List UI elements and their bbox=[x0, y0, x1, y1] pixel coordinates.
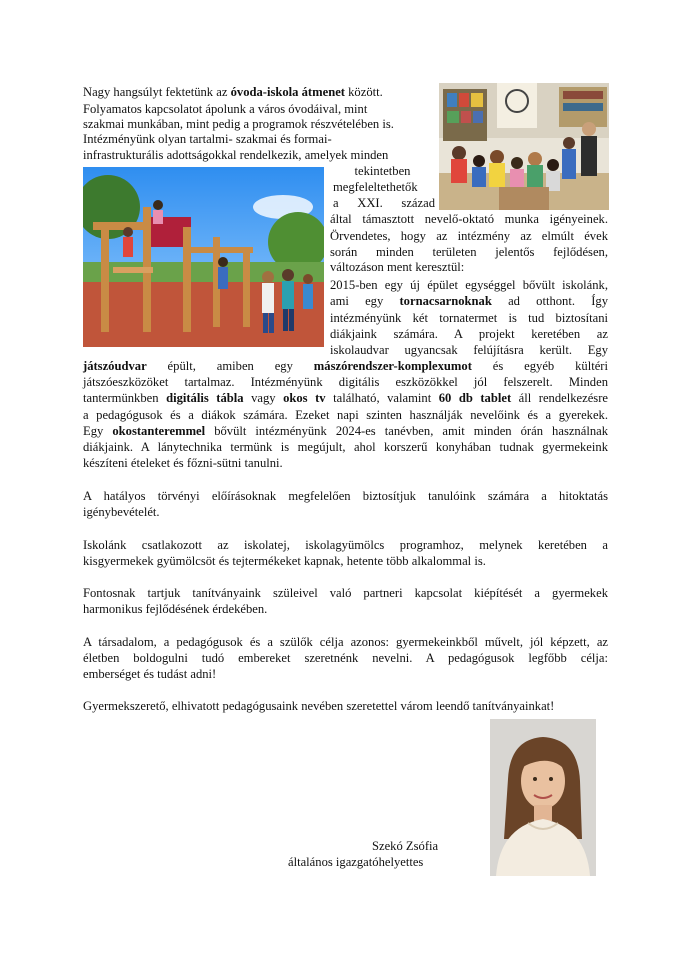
text-line: játszóudvar épült, amiben egy mászórendszer-komplexumot és egyéb kültéri bbox=[83, 359, 608, 373]
text-line: kisgyermekek gyümölcsöt és tejtermékeket kapnak, hetente több alkalommal is. bbox=[83, 554, 486, 568]
classroom-photo bbox=[439, 83, 609, 210]
text-line: iskolaudvar ugyancsak felújításra került. Egy bbox=[330, 343, 608, 357]
text-line: készíteni ételeket és főzni-sütni tanulni. bbox=[83, 456, 283, 470]
text-line: életben boldogulni tudó embereket szeretnénk nevelni. A pedagógusok legfőbb célja: bbox=[83, 651, 608, 665]
text-line: a XXI. század bbox=[333, 196, 435, 210]
text-line: diákjaink. A lánytechnika termünk is megújult, ahol korszerű konyhában tudnak gyermekeink bbox=[83, 440, 608, 454]
text-line: megfeleltethetők bbox=[333, 180, 418, 194]
text-line: harmonikus fejlődésének érdekében. bbox=[83, 602, 268, 616]
text-line: során minden területen jelentős fejlődésen, bbox=[330, 245, 608, 259]
text-line: tekintetben bbox=[354, 164, 411, 178]
text-line: tantermünkben digitális tábla vagy okos tv található, valamint 60 db tablet áll rendelkezésre bbox=[83, 391, 608, 405]
text-line: A társadalom, a pedagógusok és a szülők célja azonos: gyermekeinkből művelt, jól képzett, az bbox=[83, 635, 608, 649]
text-line: játszóeszközöket tartalmaz. Intézményünk digitális eszközökkel jól felszerelt. Minden bbox=[83, 375, 608, 389]
text-line: Gyermekszerető, elhivatott pedagógusaink nevében szeretettel várom leendő tanítványainkat! bbox=[83, 699, 555, 713]
text-line: intézményünk két tornatermet is tud biztosítani bbox=[330, 311, 608, 325]
portrait-photo bbox=[490, 719, 596, 876]
text-line: változáson ment keresztül: bbox=[330, 260, 465, 274]
signature-title: általános igazgatóhelyettes bbox=[288, 855, 424, 869]
text-line: Egy okostanteremmel bővült intézményünk 2024-es tanévben, amit minden órán használnak bbox=[83, 424, 608, 438]
text-line: által támasztott nevelő-oktató munka igényeinek. bbox=[330, 212, 608, 226]
text-line: infrastrukturális adottságokkal rendelkezik, amelyek minden bbox=[83, 148, 389, 162]
text-line: ami egy tornacsarnoknak ad otthont. Így bbox=[330, 294, 608, 308]
text-line: diákjaink számára. A projekt keretében az bbox=[330, 327, 608, 341]
text-line: Örvendetes, hogy az intézmény az elmúlt évek bbox=[330, 229, 608, 243]
text-line: Nagy hangsúlyt fektetünk az óvoda-iskola átmenet között. bbox=[83, 85, 383, 99]
text-line: Intézményünk olyan tartalmi- szakmai és formai- bbox=[83, 132, 332, 146]
text-line: A hatályos törvényi előírásoknak megfelelően biztosítjuk tanulóink számára a hitoktatás bbox=[83, 489, 608, 503]
text-line: 2015-ben egy új épület egységgel bővült iskolánk, bbox=[330, 278, 608, 292]
text-line: Folyamatos kapcsolatot ápolunk a város óvodáival, mint bbox=[83, 102, 368, 116]
text-line: Fontosnak tartjuk tanítványaink szüleivel való partneri kapcsolat kiépítését a gyermekek bbox=[83, 586, 608, 600]
playground-photo bbox=[83, 167, 324, 347]
text-line: szakmai munkában, mint pedig a programok részvételében is. bbox=[83, 117, 394, 131]
text-line: Iskolánk csatlakozott az iskolatej, iskolagyümölcs programhoz, melynek keretében a bbox=[83, 538, 608, 552]
text-line: igénybevételét. bbox=[83, 505, 160, 519]
text-line: emberséget és tudást adni! bbox=[83, 667, 217, 681]
text-line: a pedagógusok és a diákok számára. Ezeket napi szinten használják nevelőink és a gyerekek. bbox=[83, 408, 608, 422]
signature-name: Szekó Zsófia bbox=[372, 839, 439, 853]
